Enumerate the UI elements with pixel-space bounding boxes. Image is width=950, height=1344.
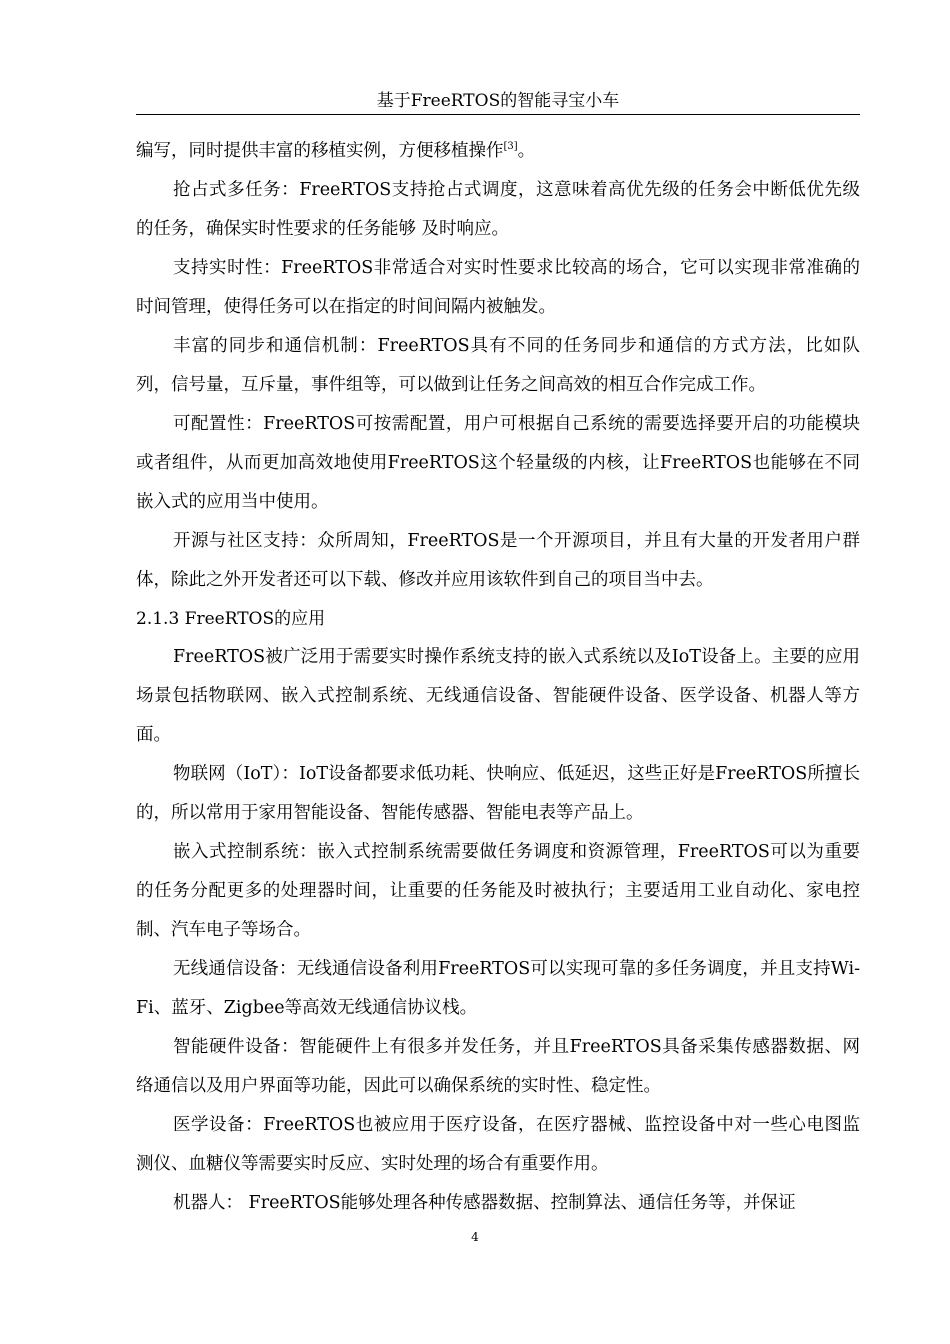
paragraph-tail: 。 [517, 141, 536, 161]
paragraph-wireless: 无线通信设备：无线通信设备利用FreeRTOS可以实现可靠的多任务调度，并且支持Wi-Fi、蓝牙、Zigbee等高效无线通信协议栈。 [136, 959, 860, 1018]
running-header-title: 基于FreeRTOS的智能寻宝小车 [376, 91, 620, 111]
paragraph-smart-hardware: 智能硬件设备：智能硬件上有很多并发任务，并且FreeRTOS具备采集传感器数据、网络通信以及用户界面等功能，因此可以确保系统的实时性、稳定性。 [136, 1037, 860, 1096]
section-heading: 2.1.3 FreeRTOS的应用 [136, 609, 326, 629]
page-number: 4 [471, 1230, 479, 1244]
paragraph-embedded-control: 嵌入式控制系统：嵌入式控制系统需要做任务调度和资源管理，FreeRTOS可以为重要的任务分配更多的处理器时间，让重要的任务能及时被执行；主要适用工业自动化、家电控制、汽车电子等场合。 [136, 842, 860, 940]
paragraph-applications-intro: FreeRTOS被广泛用于需要实时操作系统支持的嵌入式系统以及IoT设备上。主要的应用场景包括物联网、嵌入式控制系统、无线通信设备、智能硬件设备、医学设备、机器人等方面。 [136, 647, 860, 745]
paragraph-continuation [136, 132, 860, 171]
paragraph-preemptive-multitasking: 抢占式多任务：FreeRTOS支持抢占式调度，这意味着高优先级的任务会中断低优先级的任务，确保实时性要求的任务能够 及时响应。 [136, 180, 860, 239]
header-divider [136, 114, 860, 115]
paragraph-robot: 机器人： FreeRTOS能够处理各种传感器数据、控制算法、通信任务等，并保证 [173, 1193, 796, 1213]
body-text [136, 132, 860, 1223]
paragraph-medical: 医学设备：FreeRTOS也被应用于医疗设备，在医疗器械、监控设备中对一些心电图监测仪、血糖仪等需要实时反应、实时处理的场合有重要作用。 [136, 1115, 860, 1174]
paragraph-realtime-support: 支持实时性：FreeRTOS非常适合对实时性要求比较高的场合，它可以实现非常准确的时间管理，使得任务可以在指定的时间间隔内被触发。 [136, 258, 860, 317]
citation-marker: [3] [503, 141, 518, 153]
paragraph-sync-communication: 丰富的同步和通信机制：FreeRTOS具有不同的任务同步和通信的方式方法，比如队列，信号量，互斥量，事件组等，可以做到让任务之间高效的相互合作完成工作。 [136, 336, 860, 395]
paragraph-open-source: 开源与社区支持：众所周知，FreeRTOS是一个开源项目，并且有大量的开发者用户群体，除此之外开发者还可以下载、修改并应用该软件到自己的项目当中去。 [136, 531, 860, 590]
paragraph-configurability: 可配置性：FreeRTOS可按需配置，用户可根据自己系统的需要选择要开启的功能模块或者组件，从而更加高效地使用FreeRTOS这个轻量级的内核，让FreeRTOS也能够在不同嵌入式的应用当中使用。 [136, 414, 860, 512]
paragraph-text: 编写，同时提供丰富的移植实例，方便移植操作 [136, 141, 504, 161]
paragraph-iot: 物联网（IoT）：IoT设备都要求低功耗、快响应、低延迟，这些正好是FreeRTOS所擅长的，所以常用于家用智能设备、智能传感器、智能电表等产品上。 [136, 764, 860, 823]
